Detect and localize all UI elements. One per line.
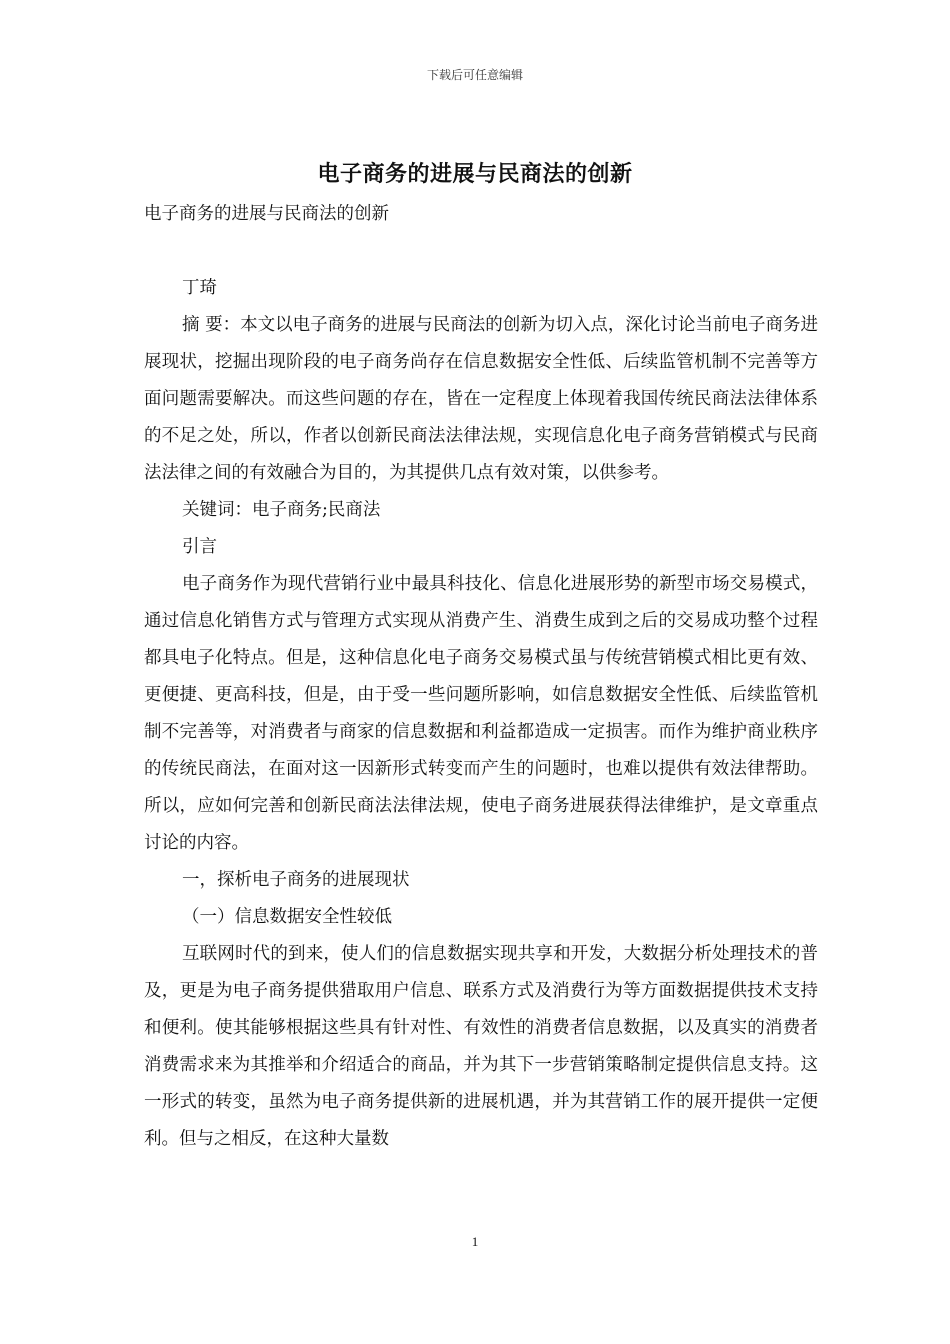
blank-line <box>144 233 818 270</box>
subsection-paragraph: 互联网时代的到来，使人们的信息数据实现共享和开发，大数据分析处理技术的普及，更是为电子商务提供猎取用户信息、联系方式及消费行为等方面数据提供技术支持和便利。使其能够根据这些具有针对性、有效性的消费者信息数据，以及真实的消费者消费需求来为其推举和介绍适合的商品，并为其下一步营销策略制定提供信息支持。这一形式的转变，虽然为电子商务提供新的进展机遇，并为其营销工作的展开提供一定便利。但与之相反，在这种大量数 <box>144 944 818 1149</box>
document-title: 电子商务的进展与民商法的创新 <box>317 162 633 187</box>
page-number: 1 <box>471 1234 479 1249</box>
header-note: 下载后可任意编辑 <box>426 68 523 82</box>
author-line: 丁琦 <box>182 278 217 298</box>
subtitle-line: 电子商务的进展与民商法的创新 <box>144 204 389 224</box>
abstract-paragraph: 摘 要：本文以电子商务的进展与民商法的创新为切入点，深化讨论当前电子商务进展现状，挖掘出现阶段的电子商务尚存在信息数据安全性低、后续监管机制不完善等方面问题需要解决。而这些问题的存在，皆在一定程度上体现着我国传统民商法法律体系的不足之处，所以，作者以创新民商法法律法规，实现信息化电子商务营销模式与民商法法律之间的有效融合为目的，为其提供几点有效对策，以供参考。 <box>144 315 818 483</box>
intro-paragraph: 电子商务作为现代营销行业中最具科技化、信息化进展形势的新型市场交易模式，通过信息化销售方式与管理方式实现从消费产生、消费生成到之后的交易成功整个过程都具电子化特点。但是，这种信息化电子商务交易模式虽与传统营销模式相比更有效、更便捷、更高科技，但是，由于受一些问题所影响，如信息数据安全性低、后续监管机制不完善等，对消费者与商家的信息数据和利益都造成一定损害。而作为维护商业秩序的传统民商法，在面对这一因新形式转变而产生的问题时，也难以提供有效法律帮助。所以，应如何完善和创新民商法法律法规，使电子商务进展获得法律维护，是文章重点讨论的内容。 <box>144 574 818 853</box>
keywords-line: 关键词：电子商务;民商法 <box>182 500 381 520</box>
intro-heading: 引言 <box>182 537 217 557</box>
section-heading: 一，探析电子商务的进展现状 <box>182 870 410 890</box>
subsection-heading: （一）信息数据安全性较低 <box>182 907 392 927</box>
document-body <box>144 196 818 1158</box>
